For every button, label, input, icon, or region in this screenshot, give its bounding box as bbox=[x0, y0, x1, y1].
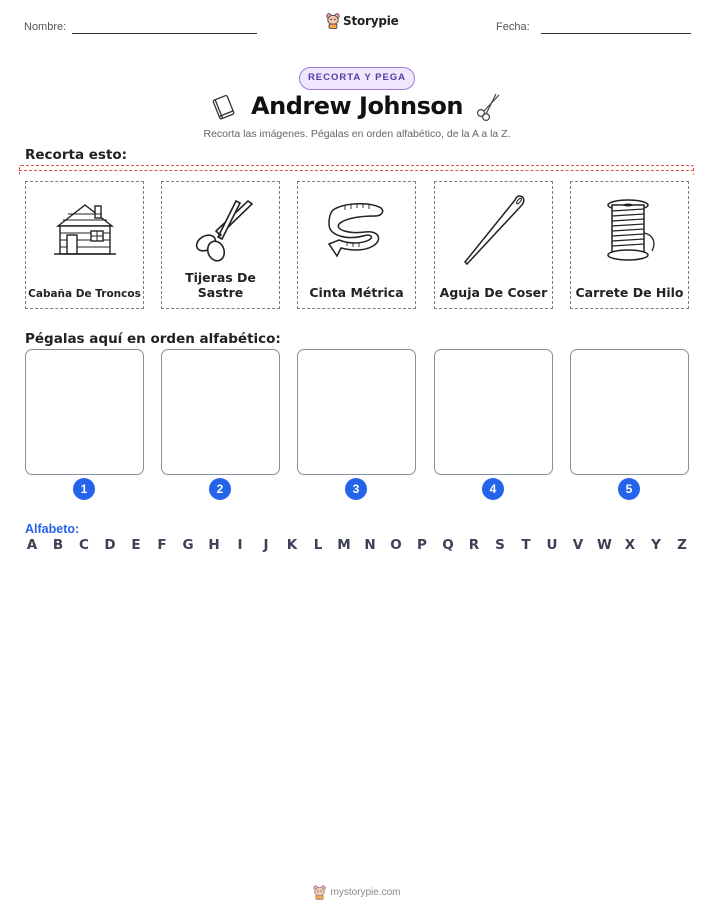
sewing-needle-icon bbox=[459, 192, 529, 268]
alphabet-letter: K bbox=[286, 537, 298, 553]
alphabet-letter: W bbox=[597, 537, 612, 553]
cut-card-5[interactable] bbox=[570, 181, 689, 309]
paste-heading: Pégalas aquí en orden alfabético: bbox=[25, 331, 281, 347]
number-badge-4: 4 bbox=[482, 478, 504, 500]
thread-spool-icon bbox=[598, 197, 662, 263]
cut-heading: Recorta esto: bbox=[25, 147, 128, 163]
paste-box-4[interactable] bbox=[434, 349, 553, 475]
cut-card-label: Aguja De Coser bbox=[439, 285, 548, 300]
paste-box-3[interactable] bbox=[297, 349, 416, 475]
name-label: Nombre: bbox=[24, 21, 67, 33]
cut-line-bottom bbox=[19, 170, 694, 171]
alphabet-letter: T bbox=[521, 537, 531, 553]
alphabet-row bbox=[25, 537, 689, 553]
alphabet-letter: Y bbox=[651, 537, 661, 553]
alphabet-letter: O bbox=[390, 537, 402, 553]
cut-card-label: Cinta Métrica bbox=[309, 285, 404, 300]
tailor-scissors-icon bbox=[186, 197, 256, 263]
alphabet-letter: C bbox=[79, 537, 89, 553]
cut-card-label: Carrete De Hilo bbox=[575, 285, 684, 300]
storypie-bear-icon bbox=[326, 13, 340, 29]
alphabet-letter: V bbox=[572, 537, 584, 553]
alphabet-letter: U bbox=[546, 537, 558, 553]
paste-box-1[interactable] bbox=[25, 349, 144, 475]
alphabet-letter: X bbox=[624, 537, 636, 553]
cut-card-label: Tijeras De Sastre bbox=[185, 270, 256, 300]
storypie-bear-icon bbox=[313, 885, 326, 900]
alphabet-letter: G bbox=[182, 537, 194, 553]
brand-logo bbox=[326, 13, 399, 29]
footer bbox=[0, 885, 714, 900]
date-line bbox=[541, 33, 691, 34]
date-label: Fecha: bbox=[496, 21, 530, 33]
alphabet-letter: L bbox=[313, 537, 323, 553]
alphabet-letter: I bbox=[237, 537, 243, 553]
alphabet-letter: E bbox=[131, 537, 141, 553]
cut-card-3[interactable] bbox=[297, 181, 416, 309]
alphabet-letter: J bbox=[263, 537, 269, 553]
alphabet-letter: Z bbox=[677, 537, 687, 553]
cut-card-1[interactable] bbox=[25, 181, 144, 309]
scissors-icon bbox=[474, 92, 502, 122]
cut-card-2[interactable] bbox=[161, 181, 280, 309]
alphabet-title: Alfabeto: bbox=[25, 522, 80, 536]
alphabet-letter: Q bbox=[442, 537, 454, 553]
alphabet-letter: N bbox=[364, 537, 376, 553]
instructions: Recorta las imágenes. Pégalas en orden alfabético, de la A a la Z. bbox=[203, 128, 511, 140]
log-cabin-icon bbox=[50, 200, 120, 260]
alphabet-letter: H bbox=[208, 537, 220, 553]
alphabet-letter: D bbox=[104, 537, 116, 553]
page-title: Andrew Johnson bbox=[251, 92, 463, 120]
number-badge-3: 3 bbox=[345, 478, 367, 500]
alphabet-letter: A bbox=[26, 537, 38, 553]
paste-box-5[interactable] bbox=[570, 349, 689, 475]
cut-card-label: Cabaña De Troncos bbox=[28, 288, 141, 300]
name-line bbox=[72, 33, 257, 34]
measuring-tape-icon bbox=[325, 198, 389, 262]
paste-box-2[interactable] bbox=[161, 349, 280, 475]
alphabet-letter: B bbox=[52, 537, 64, 553]
cut-card-4[interactable] bbox=[434, 181, 553, 309]
number-badge-5: 5 bbox=[618, 478, 640, 500]
brand-name: Storypie bbox=[343, 14, 399, 28]
number-badge-2: 2 bbox=[209, 478, 231, 500]
alphabet-letter: P bbox=[417, 537, 427, 553]
alphabet-letter: R bbox=[468, 537, 480, 553]
alphabet-letter: M bbox=[337, 537, 351, 553]
alphabet-letter: F bbox=[157, 537, 167, 553]
number-badge-1: 1 bbox=[73, 478, 95, 500]
alphabet-letter: S bbox=[495, 537, 505, 553]
footer-url: mystorypie.com bbox=[330, 887, 401, 898]
activity-badge: RECORTA Y PEGA bbox=[299, 67, 415, 90]
